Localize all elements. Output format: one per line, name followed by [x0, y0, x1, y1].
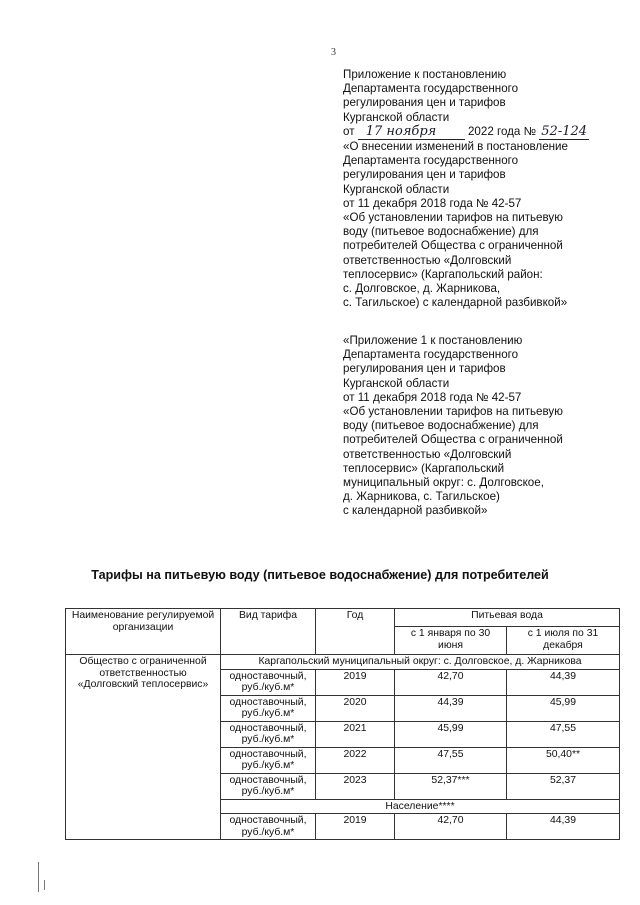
period-1-cell: 44,39: [395, 695, 507, 721]
appendix-line: Департамента государственного: [343, 348, 519, 362]
appendix-line: от 11 декабря 2018 года № 42-57: [343, 390, 522, 404]
page-number: 3: [331, 47, 336, 58]
handwritten-number: 52-124: [541, 123, 588, 139]
period-1-cell: 42,70: [395, 814, 507, 840]
header-line: с. Тагильское) с календарной разбивкой»: [343, 296, 568, 310]
appendix-line: муниципальный округ: с. Долговское,: [343, 476, 544, 490]
header-period-2: с 1 июля по 31 декабря: [507, 627, 620, 655]
appendix-line: «Об установлении тарифов на питьевую: [343, 405, 563, 419]
appendix-line: потребителей Общества с ограниченной: [343, 433, 563, 447]
appendix-line: теплосервис» (Каргапольский: [343, 461, 505, 475]
appendix-line: ответственностью «Долговский: [343, 447, 512, 461]
document-title: Тарифы на питьевую воду (питьевое водоснабжение) для потребителей: [91, 568, 549, 582]
section-label: Население****: [221, 799, 620, 814]
section-label: Каргапольский муниципальный округ: с. Долговское, д. Жарникова: [221, 655, 620, 670]
header-line: ответственностью «Долговский: [343, 253, 512, 267]
period-2-cell: 44,39: [507, 669, 620, 695]
year-cell: 2022: [316, 747, 395, 773]
header-line: Курганской области: [343, 110, 450, 124]
tariff-type-cell: одноставочный, руб./куб.м*: [221, 773, 316, 799]
header-line: Департамента государственного: [343, 154, 519, 168]
period-1-cell: 45,99: [395, 721, 507, 747]
period-1-cell: 52,37***: [395, 773, 507, 799]
tariff-type-cell: одноставочный, руб./куб.м*: [221, 695, 316, 721]
table-header-row: [66, 609, 620, 627]
header-date-line: [343, 125, 633, 140]
header-water: Питьевая вода: [395, 609, 620, 627]
section-row: [66, 655, 620, 670]
header-line: Приложение к постановлению: [343, 68, 507, 81]
scan-mark: [38, 862, 39, 892]
year-cell: 2019: [316, 814, 395, 840]
appendix-line: регулирования цен и тарифов: [343, 362, 506, 376]
header-line: регулирования цен и тарифов: [343, 168, 506, 182]
appendix-line: с календарной разбивкой»: [343, 504, 488, 518]
appendix-line: «Приложение 1 к постановлению: [343, 334, 523, 347]
period-2-cell: 50,40**: [507, 747, 620, 773]
period-2-cell: 44,39: [507, 814, 620, 840]
tariff-type-cell: одноставочный, руб./куб.м*: [221, 721, 316, 747]
period-2-cell: 47,55: [507, 721, 620, 747]
header-year: Год: [316, 609, 395, 655]
header-line: Департамента государственного: [343, 82, 519, 96]
appendix-line: д. Жарникова, с. Тагильское): [343, 490, 500, 504]
appendix-line: Курганской области: [343, 376, 450, 390]
year-cell: 2021: [316, 721, 395, 747]
period-1-cell: 47,55: [395, 747, 507, 773]
header-line: Курганской области: [343, 182, 450, 196]
header-line: «Об установлении тарифов на питьевую: [343, 211, 563, 225]
header-period-1: с 1 января по 30 июня: [395, 627, 507, 655]
header-line: регулирования цен и тарифов: [343, 96, 506, 110]
year-cell: 2019: [316, 669, 395, 695]
appendix-1-header: [343, 334, 633, 519]
scan-mark: [44, 880, 45, 890]
period-1-cell: 42,70: [395, 669, 507, 695]
tariff-type-cell: одноставочный, руб./куб.м*: [221, 747, 316, 773]
header-line: потребителей Общества с ограниченной: [343, 239, 563, 253]
handwritten-date: 17 ноября: [358, 125, 465, 140]
year-cell: 2023: [316, 773, 395, 799]
year-text: 2022 года №: [467, 124, 537, 138]
header-org: Наименование регулируемой организации: [66, 609, 221, 655]
period-2-cell: 45,99: [507, 695, 620, 721]
tariff-type-cell: одноставочный, руб./куб.м*: [221, 814, 316, 840]
header-line: теплосервис» (Каргапольский район:: [343, 267, 543, 281]
header-line: «О внесении изменений в постановление: [343, 140, 568, 154]
period-2-cell: 52,37: [507, 773, 620, 799]
header-tariff-type: Вид тарифа: [221, 609, 316, 655]
year-cell: 2020: [316, 695, 395, 721]
tariff-table: [65, 608, 620, 840]
organization-cell: Общество с ограниченной ответственностью «Долговский теплосервис»: [66, 655, 221, 840]
header-line: от 11 декабря 2018 года № 42-57: [343, 196, 522, 210]
header-line: с. Долговское, д. Жарникова,: [343, 282, 501, 296]
header-line: воду (питьевое водоснабжение) для: [343, 225, 539, 239]
date-prefix: от: [343, 124, 355, 138]
appendix-line: воду (питьевое водоснабжение) для: [343, 419, 539, 433]
tariff-type-cell: одноставочный, руб./куб.м*: [221, 669, 316, 695]
appendix-header: [343, 68, 633, 310]
